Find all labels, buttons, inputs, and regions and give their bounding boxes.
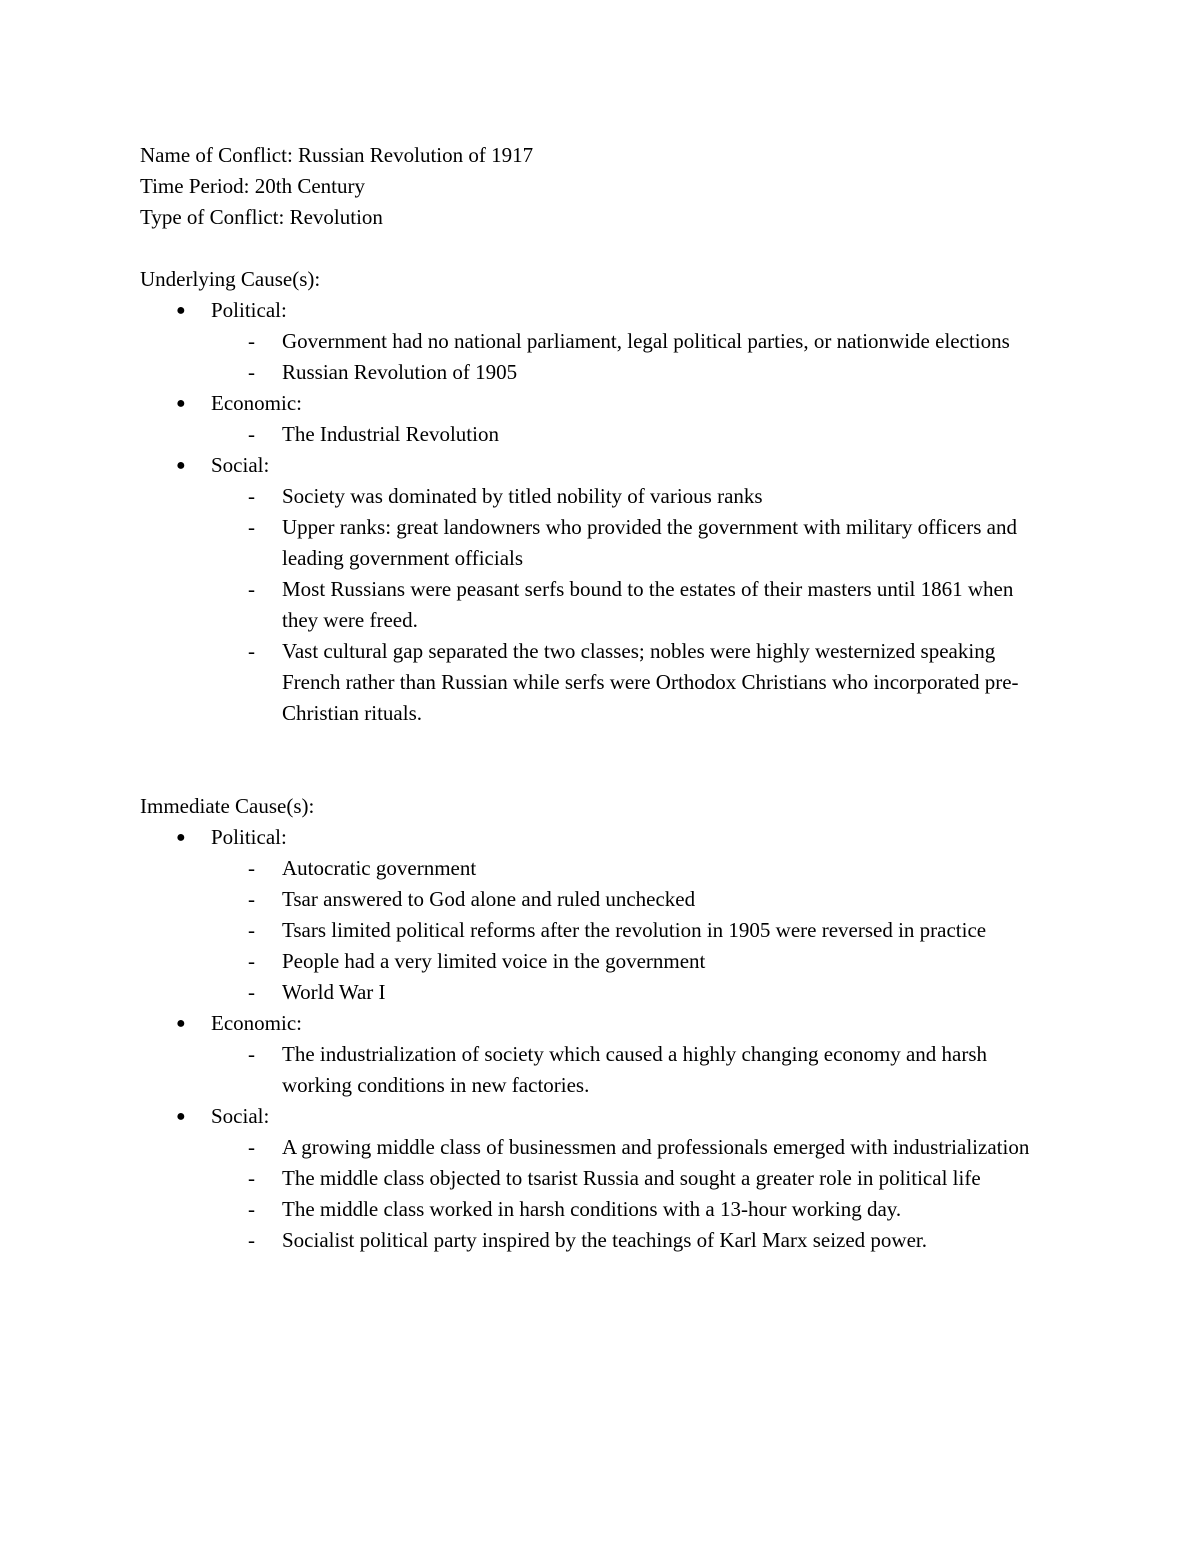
category-label: Political: — [211, 298, 287, 322]
list-item — [140, 326, 1052, 357]
dash-icon: - — [248, 980, 255, 1004]
list-item — [140, 1039, 1052, 1101]
category-social — [140, 450, 1060, 729]
list-item — [140, 1225, 1052, 1256]
bullet-icon: ● — [176, 1108, 186, 1125]
dash-icon: - — [248, 422, 255, 446]
item-text: The middle class worked in harsh conditions with a 13-hour working day. — [282, 1197, 902, 1221]
dash-icon: - — [248, 949, 255, 973]
category-economic — [140, 1008, 1060, 1101]
list-item — [140, 1163, 1052, 1194]
document-page — [140, 140, 1060, 1256]
category-political — [140, 295, 1060, 388]
dash-icon: - — [248, 639, 255, 663]
item-text: The industrialization of society which caused a highly changing economy and harsh working conditions in new factories. — [282, 1042, 988, 1097]
list-item — [140, 1194, 1052, 1225]
dash-icon: - — [248, 1135, 255, 1159]
list-item — [140, 357, 1052, 388]
dash-icon: - — [248, 887, 255, 911]
item-text: A growing middle class of businessmen and professionals emerged with industrialization — [282, 1135, 1030, 1159]
bullet-icon: ● — [176, 302, 186, 319]
dash-icon: - — [248, 515, 255, 539]
bullet-icon: ● — [176, 1015, 186, 1032]
conflict-header — [140, 140, 1060, 233]
dash-icon: - — [248, 1042, 255, 1066]
dash-icon: - — [248, 1166, 255, 1190]
item-text: Socialist political party inspired by the teachings of Karl Marx seized power. — [282, 1228, 927, 1252]
time-period: Time Period: 20th Century — [140, 174, 365, 198]
list-item — [140, 636, 1052, 729]
immediate-causes-section — [140, 791, 1060, 1256]
section-heading: Immediate Cause(s): — [140, 794, 315, 818]
category-label: Economic: — [211, 1011, 302, 1035]
underlying-causes-section — [140, 264, 1060, 729]
category-label: Political: — [211, 825, 287, 849]
item-text: Tsar answered to God alone and ruled unchecked — [282, 887, 696, 911]
list-item — [140, 884, 1052, 915]
item-text: Society was dominated by titled nobility of various ranks — [282, 484, 763, 508]
category-social — [140, 1101, 1060, 1256]
list-item — [140, 977, 1052, 1008]
dash-icon: - — [248, 1228, 255, 1252]
item-text: Vast cultural gap separated the two classes; nobles were highly westernized speaking French rather than Russian while serfs were Orthodox Christians who incorporated pre-Christian rituals. — [282, 639, 1019, 725]
list-item — [140, 419, 1052, 450]
item-text: The Industrial Revolution — [282, 422, 499, 446]
item-text: World War I — [282, 980, 386, 1004]
dash-icon: - — [248, 360, 255, 384]
item-text: Russian Revolution of 1905 — [282, 360, 518, 384]
category-label: Social: — [211, 453, 270, 477]
bullet-icon: ● — [176, 457, 186, 474]
bullet-icon: ● — [176, 395, 186, 412]
item-text: Government had no national parliament, legal political parties, or nationwide elections — [282, 329, 1010, 353]
list-item — [140, 853, 1052, 884]
item-text: Most Russians were peasant serfs bound to the estates of their masters until 1861 when they were freed. — [282, 577, 1014, 632]
item-text: Upper ranks: great landowners who provided the government with military officers and leading government officials — [282, 515, 1017, 570]
list-item — [140, 946, 1052, 977]
conflict-type: Type of Conflict: Revolution — [140, 205, 383, 229]
dash-icon: - — [248, 856, 255, 880]
item-text: People had a very limited voice in the government — [282, 949, 706, 973]
conflict-name: Name of Conflict: Russian Revolution of 1917 — [140, 143, 534, 167]
section-heading: Underlying Cause(s): — [140, 267, 321, 291]
list-item — [140, 1132, 1052, 1163]
item-text: Autocratic government — [282, 856, 477, 880]
category-label: Social: — [211, 1104, 270, 1128]
bullet-icon: ● — [176, 829, 186, 846]
dash-icon: - — [248, 484, 255, 508]
list-item — [140, 915, 1052, 946]
list-item — [140, 481, 1052, 512]
dash-icon: - — [248, 577, 255, 601]
list-item — [140, 574, 1052, 636]
item-text: Tsars limited political reforms after the revolution in 1905 were reversed in practice — [282, 918, 987, 942]
list-item — [140, 512, 1052, 574]
dash-icon: - — [248, 1197, 255, 1221]
category-economic — [140, 388, 1060, 450]
category-label: Economic: — [211, 391, 302, 415]
category-political — [140, 822, 1060, 1008]
dash-icon: - — [248, 329, 255, 353]
dash-icon: - — [248, 918, 255, 942]
item-text: The middle class objected to tsarist Russia and sought a greater role in political life — [282, 1166, 981, 1190]
